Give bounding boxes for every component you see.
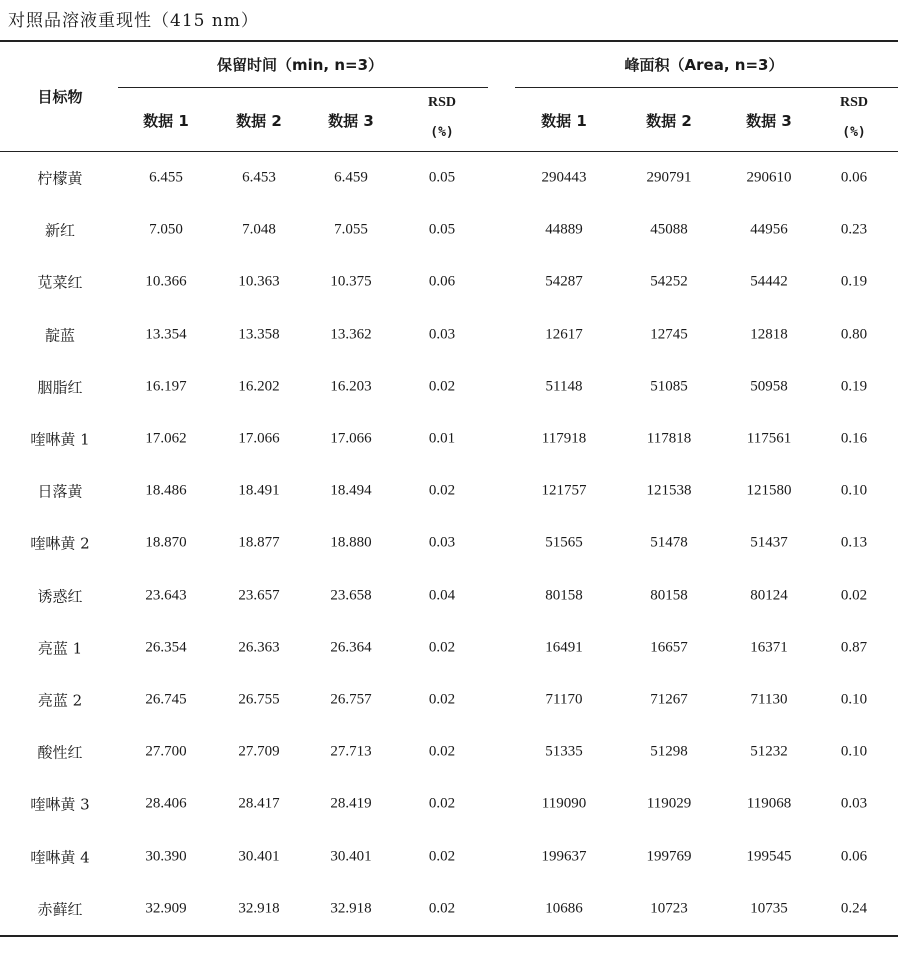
table-row [0,570,898,622]
cell-area-data1: 121757 [541,482,587,499]
cell-area-data3: 16371 [750,639,788,656]
cell-target: 喹啉黄 3 [30,795,90,814]
cell-rt-data3: 13.362 [330,326,372,343]
cell-rt-data2: 7.048 [242,221,276,238]
cell-area-data2: 117818 [646,430,692,447]
table-bottom-rule [0,935,898,937]
cell-area-data3: 121580 [746,482,792,499]
table-row [0,256,898,308]
header-area-group [625,54,784,75]
cell-area-rsd: 0.03 [840,795,868,812]
cell-area-data1: 71170 [545,691,583,708]
cell-area-data1: 51335 [545,743,583,760]
table-row [0,883,898,935]
cell-rt-rsd: 0.02 [428,482,456,499]
cell-area-data1: 290443 [541,169,587,186]
header-retention-group-text: 保留时间（min, n=3） [216,56,384,74]
cell-rt-rsd: 0.04 [428,587,456,604]
cell-area-data2: 51478 [650,534,688,551]
cell-target: 亮蓝 2 [37,691,83,710]
header-rt-rsd-label: RSD [427,95,457,110]
table-row [0,778,898,830]
cell-area-data3: 51437 [750,534,788,551]
header-area-data2: 数据 2 [646,112,692,130]
cell-area-data1: 16491 [545,639,583,656]
cell-rt-data1: 26.745 [145,691,187,708]
cell-target: 诱惑红 [37,587,83,606]
cell-area-data2: 51298 [650,743,688,760]
cell-area-data3: 44956 [750,221,788,238]
cell-area-rsd: 0.19 [840,273,868,290]
cell-target: 胭脂红 [37,378,83,397]
table-row [0,830,898,882]
cell-area-data2: 121538 [646,482,692,499]
table-row [0,361,898,413]
cell-area-data3: 12818 [750,326,788,343]
cell-rt-data3: 26.757 [330,691,372,708]
cell-area-data3: 80124 [750,587,788,604]
cell-rt-rsd: 0.03 [428,534,456,551]
cell-area-data3: 119068 [746,795,792,812]
header-rt-data2: 数据 2 [236,112,282,130]
cell-target: 喹啉黄 4 [30,848,90,867]
header-area-rsd-unit: (%) [842,125,866,140]
header-area-rsd [840,88,868,148]
cell-rt-data3: 26.364 [330,639,372,656]
cell-area-data3: 71130 [750,691,788,708]
cell-rt-data2: 30.401 [238,848,280,865]
cell-target: 苋菜红 [37,273,83,292]
cell-rt-data1: 6.455 [149,169,183,186]
cell-rt-data2: 23.657 [238,587,280,604]
cell-area-data1: 51148 [545,378,583,395]
cell-target: 酸性红 [37,743,83,762]
cell-rt-rsd: 0.02 [428,639,456,656]
header-rt-rsd [428,88,456,148]
cell-area-data2: 71267 [650,691,688,708]
cell-rt-data2: 18.877 [238,534,280,551]
cell-area-data3: 199545 [746,848,792,865]
cell-rt-data2: 10.363 [238,273,280,290]
cell-area-rsd: 0.06 [840,169,868,186]
cell-rt-data1: 18.870 [145,534,187,551]
cell-rt-data2: 17.066 [238,430,280,447]
cell-area-rsd: 0.80 [840,326,868,343]
cell-area-data2: 12745 [650,326,688,343]
table-row [0,309,898,361]
cell-rt-rsd: 0.02 [428,900,456,917]
cell-area-data2: 54252 [650,273,688,290]
header-area-rsd-label: RSD [839,95,869,110]
cell-rt-data2: 27.709 [238,743,280,760]
cell-target: 日落黄 [37,482,83,501]
table-row [0,517,898,569]
cell-rt-data1: 13.354 [145,326,187,343]
cell-rt-data3: 28.419 [330,795,372,812]
cell-area-rsd: 0.02 [840,587,868,604]
cell-area-data3: 10735 [750,900,788,917]
cell-area-data1: 119090 [541,795,587,812]
cell-area-data2: 16657 [650,639,688,656]
cell-rt-rsd: 0.02 [428,795,456,812]
cell-rt-data2: 6.453 [242,169,276,186]
cell-rt-data2: 26.363 [238,639,280,656]
cell-area-data2: 290791 [646,169,692,186]
cell-target: 喹啉黄 2 [30,534,90,553]
header-retention-group [217,54,383,75]
table-row [0,204,898,256]
cell-area-data3: 50958 [750,378,788,395]
cell-area-data1: 117918 [541,430,587,447]
cell-rt-data1: 28.406 [145,795,187,812]
cell-rt-data1: 27.700 [145,743,187,760]
cell-rt-data3: 27.713 [330,743,372,760]
cell-area-data1: 199637 [541,848,587,865]
cell-rt-data2: 16.202 [238,378,280,395]
header-rt-rsd-unit: (%) [430,125,454,140]
cell-rt-rsd: 0.02 [428,691,456,708]
cell-area-data1: 80158 [545,587,583,604]
cell-area-rsd: 0.23 [840,221,868,238]
cell-rt-data2: 13.358 [238,326,280,343]
cell-rt-data1: 32.909 [145,900,187,917]
cell-rt-rsd: 0.01 [428,430,456,447]
cell-rt-rsd: 0.03 [428,326,456,343]
cell-target: 亮蓝 1 [37,639,83,658]
cell-rt-data1: 30.390 [145,848,187,865]
cell-area-data1: 10686 [545,900,583,917]
cell-rt-data3: 23.658 [330,587,372,604]
cell-rt-data3: 10.375 [330,273,372,290]
cell-target: 靛蓝 [44,326,76,345]
table-row [0,726,898,778]
table-row [0,465,898,517]
cell-area-data3: 290610 [746,169,792,186]
cell-rt-rsd: 0.02 [428,848,456,865]
cell-area-data1: 51565 [545,534,583,551]
cell-rt-data3: 32.918 [330,900,372,917]
cell-rt-data3: 18.494 [330,482,372,499]
cell-rt-data2: 32.918 [238,900,280,917]
cell-rt-data1: 16.197 [145,378,187,395]
cell-rt-data3: 18.880 [330,534,372,551]
table-row [0,413,898,465]
cell-area-rsd: 0.16 [840,430,868,447]
table-top-rule [0,40,898,42]
header-rt-data3: 数据 3 [328,112,374,130]
cell-target: 柠檬黄 [37,169,83,188]
cell-area-data3: 117561 [746,430,792,447]
cell-rt-data2: 18.491 [238,482,280,499]
cell-area-data1: 54287 [545,273,583,290]
header-rt-data1: 数据 1 [143,112,189,130]
table-row [0,674,898,726]
cell-rt-rsd: 0.02 [428,743,456,760]
cell-area-data1: 44889 [545,221,583,238]
header-target: 目标物 [37,88,83,106]
cell-rt-rsd: 0.05 [428,169,456,186]
cell-rt-data1: 10.366 [145,273,187,290]
cell-area-rsd: 0.06 [840,848,868,865]
cell-area-rsd: 0.10 [840,482,868,499]
cell-rt-data1: 23.643 [145,587,187,604]
cell-area-data2: 199769 [646,848,692,865]
cell-rt-data1: 17.062 [145,430,187,447]
cell-area-data2: 119029 [646,795,692,812]
cell-area-data2: 80158 [650,587,688,604]
cell-area-data3: 54442 [750,273,788,290]
cell-rt-data1: 18.486 [145,482,187,499]
cell-rt-data3: 17.066 [330,430,372,447]
cell-area-data2: 45088 [650,221,688,238]
cell-area-rsd: 0.10 [840,743,868,760]
cell-rt-rsd: 0.06 [428,273,456,290]
cell-area-rsd: 0.87 [840,639,868,656]
cell-target: 赤藓红 [37,900,83,919]
cell-target: 喹啉黄 1 [30,430,90,449]
cell-area-data3: 51232 [750,743,788,760]
table-row [0,152,898,204]
cell-area-data2: 51085 [650,378,688,395]
cell-rt-data3: 6.459 [334,169,368,186]
table-caption: 对照品溶液重现性（415 nm） [8,11,259,31]
cell-rt-data2: 28.417 [238,795,280,812]
cell-rt-data3: 16.203 [330,378,372,395]
cell-rt-data3: 7.055 [334,221,368,238]
header-area-data3: 数据 3 [746,112,792,130]
cell-area-data1: 12617 [545,326,583,343]
cell-area-rsd: 0.19 [840,378,868,395]
header-area-group-text: 峰面积（Area, n=3） [624,56,784,74]
table-row [0,622,898,674]
cell-rt-data1: 7.050 [149,221,183,238]
cell-area-rsd: 0.10 [840,691,868,708]
cell-rt-rsd: 0.05 [428,221,456,238]
cell-rt-data3: 30.401 [330,848,372,865]
table-body [0,152,898,935]
cell-area-rsd: 0.24 [840,900,868,917]
cell-rt-data1: 26.354 [145,639,187,656]
cell-rt-data2: 26.755 [238,691,280,708]
cell-area-data2: 10723 [650,900,688,917]
cell-area-rsd: 0.13 [840,534,868,551]
cell-rt-rsd: 0.02 [428,378,456,395]
header-area-data1: 数据 1 [541,112,587,130]
cell-target: 新红 [44,221,76,240]
